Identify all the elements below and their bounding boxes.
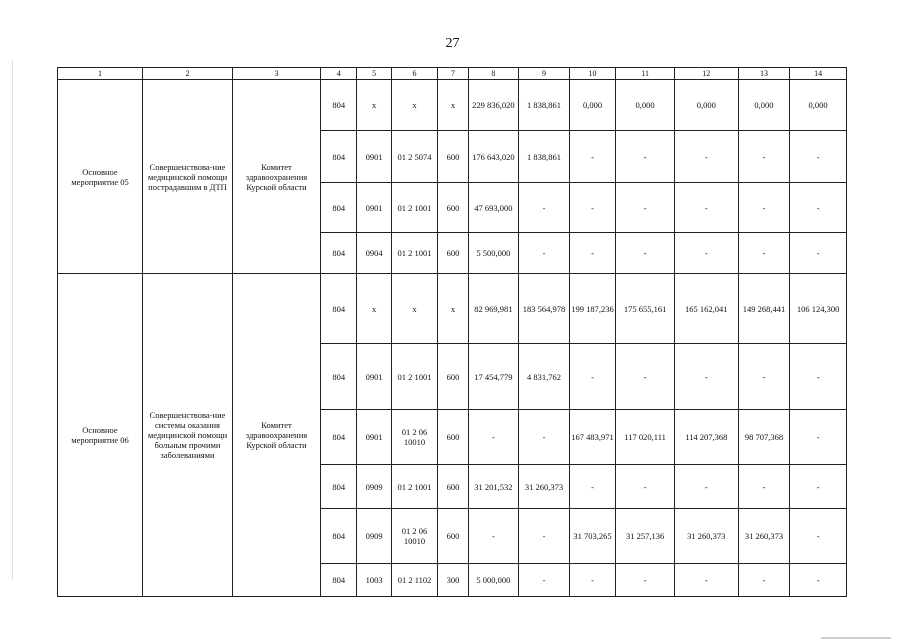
table-cell: 0,000 bbox=[790, 80, 847, 131]
table-cell: x bbox=[438, 274, 468, 344]
table-cell: - bbox=[569, 131, 616, 183]
table-cell: - bbox=[674, 344, 738, 410]
table-cell: 600 bbox=[438, 509, 468, 564]
table-cell: - bbox=[738, 564, 790, 597]
table-cell: - bbox=[790, 131, 847, 183]
table-cell: - bbox=[519, 509, 570, 564]
table-cell: - bbox=[790, 183, 847, 233]
table-cell: 01 2 1001 bbox=[391, 233, 438, 274]
table-cell: - bbox=[738, 131, 790, 183]
column-number: 14 bbox=[790, 68, 847, 80]
table-cell: 149 268,441 bbox=[738, 274, 790, 344]
table-cell: 0901 bbox=[357, 131, 391, 183]
table-cell: 300 bbox=[438, 564, 468, 597]
table-cell: - bbox=[790, 564, 847, 597]
measure-name-cell: Основное мероприятие 05 bbox=[58, 80, 143, 274]
table-cell: 17 454,779 bbox=[468, 344, 519, 410]
table-cell: 117 020,111 bbox=[616, 410, 675, 465]
column-number: 11 bbox=[616, 68, 675, 80]
table-cell: - bbox=[569, 183, 616, 233]
table-cell: 1 838,861 bbox=[519, 80, 570, 131]
table-cell: 804 bbox=[320, 274, 356, 344]
table-cell: x bbox=[357, 274, 391, 344]
table-cell: 31 260,373 bbox=[519, 465, 570, 509]
table-cell: 0901 bbox=[357, 410, 391, 465]
table-cell: 804 bbox=[320, 233, 356, 274]
table-cell: - bbox=[519, 410, 570, 465]
table-cell: 106 124,300 bbox=[790, 274, 847, 344]
table-cell: 01 2 06 10010 bbox=[391, 509, 438, 564]
table-cell: 82 969,981 bbox=[468, 274, 519, 344]
table-cell: 804 bbox=[320, 80, 356, 131]
column-number: 5 bbox=[357, 68, 391, 80]
column-number: 13 bbox=[738, 68, 790, 80]
table-cell: - bbox=[569, 233, 616, 274]
table-cell: 01 2 1001 bbox=[391, 344, 438, 410]
table-cell: x bbox=[391, 80, 438, 131]
page-number: 27 bbox=[445, 36, 460, 51]
table-cell: - bbox=[674, 183, 738, 233]
table-cell: - bbox=[519, 233, 570, 274]
table-cell: x bbox=[357, 80, 391, 131]
table-cell: - bbox=[569, 344, 616, 410]
table-cell: - bbox=[738, 183, 790, 233]
table-cell: - bbox=[674, 131, 738, 183]
table-cell: 804 bbox=[320, 131, 356, 183]
measure-title-cell: Совершенствова-ние медицинской помощи пострадавшим в ДТП bbox=[142, 80, 232, 274]
table-cell: 01 2 1001 bbox=[391, 183, 438, 233]
table-row bbox=[58, 80, 847, 131]
table-cell: 0904 bbox=[357, 233, 391, 274]
table-cell: 804 bbox=[320, 564, 356, 597]
table-cell: - bbox=[616, 233, 675, 274]
column-number: 3 bbox=[232, 68, 320, 80]
table-cell: - bbox=[790, 233, 847, 274]
table-cell: 31 260,373 bbox=[674, 509, 738, 564]
table-cell: 31 257,136 bbox=[616, 509, 675, 564]
table-cell: 1003 bbox=[357, 564, 391, 597]
table-cell: 167 483,971 bbox=[569, 410, 616, 465]
table-cell: 47 693,000 bbox=[468, 183, 519, 233]
table-cell: 804 bbox=[320, 465, 356, 509]
table-cell: - bbox=[738, 344, 790, 410]
table-cell: 183 564,978 bbox=[519, 274, 570, 344]
table-cell: 0,000 bbox=[738, 80, 790, 131]
table-cell: - bbox=[616, 131, 675, 183]
table-cell: - bbox=[519, 564, 570, 597]
table-cell: 31 703,265 bbox=[569, 509, 616, 564]
table-cell: - bbox=[616, 564, 675, 597]
table-cell: - bbox=[738, 233, 790, 274]
column-number: 1 bbox=[58, 68, 143, 80]
table-cell: - bbox=[674, 564, 738, 597]
column-number: 4 bbox=[320, 68, 356, 80]
table-cell: 600 bbox=[438, 183, 468, 233]
table-cell: - bbox=[616, 183, 675, 233]
measure-title-cell: Совершенствова-ние системы оказания медицинской помощи больным прочими заболеваниями bbox=[142, 274, 232, 597]
table-row bbox=[58, 274, 847, 344]
table-cell: 01 2 1102 bbox=[391, 564, 438, 597]
table-cell: 600 bbox=[438, 344, 468, 410]
table-cell: - bbox=[790, 410, 847, 465]
column-number: 9 bbox=[519, 68, 570, 80]
table-cell: 165 162,041 bbox=[674, 274, 738, 344]
executor-cell: Комитет здравоохранения Курской области bbox=[232, 274, 320, 597]
table-cell: 5 000,000 bbox=[468, 564, 519, 597]
table-cell: 804 bbox=[320, 509, 356, 564]
table-cell: 1 838,861 bbox=[519, 131, 570, 183]
budget-table bbox=[57, 67, 847, 597]
column-number: 10 bbox=[569, 68, 616, 80]
table-cell: - bbox=[468, 509, 519, 564]
table-cell: 804 bbox=[320, 183, 356, 233]
table-cell: 600 bbox=[438, 465, 468, 509]
table-cell: 0,000 bbox=[569, 80, 616, 131]
scan-artifact bbox=[821, 637, 891, 639]
column-number: 12 bbox=[674, 68, 738, 80]
table-cell: - bbox=[790, 509, 847, 564]
table-cell: 0909 bbox=[357, 465, 391, 509]
table-cell: 229 836,020 bbox=[468, 80, 519, 131]
table-cell: 01 2 5074 bbox=[391, 131, 438, 183]
column-number: 8 bbox=[468, 68, 519, 80]
table-cell: 600 bbox=[438, 233, 468, 274]
measure-name-cell: Основное мероприятие 06 bbox=[58, 274, 143, 597]
table-cell: 4 831,762 bbox=[519, 344, 570, 410]
scan-edge bbox=[12, 60, 13, 580]
column-number: 6 bbox=[391, 68, 438, 80]
table-cell: - bbox=[790, 344, 847, 410]
table-cell: x bbox=[438, 80, 468, 131]
table-cell: 0,000 bbox=[674, 80, 738, 131]
table-cell: - bbox=[519, 183, 570, 233]
table-cell: 98 707,368 bbox=[738, 410, 790, 465]
table-cell: - bbox=[468, 410, 519, 465]
executor-cell: Комитет здравоохранения Курской области bbox=[232, 80, 320, 274]
table-cell: 0909 bbox=[357, 509, 391, 564]
table-cell: 31 201,532 bbox=[468, 465, 519, 509]
table-cell: 0901 bbox=[357, 344, 391, 410]
column-number-row bbox=[58, 68, 847, 80]
table-cell: 01 2 06 10010 bbox=[391, 410, 438, 465]
column-number: 2 bbox=[142, 68, 232, 80]
table-cell: 600 bbox=[438, 410, 468, 465]
table-cell: x bbox=[391, 274, 438, 344]
table-cell: - bbox=[569, 564, 616, 597]
table-cell: 5 500,000 bbox=[468, 233, 519, 274]
table-cell: - bbox=[674, 465, 738, 509]
table-cell: - bbox=[616, 465, 675, 509]
table-cell: 114 207,368 bbox=[674, 410, 738, 465]
table-cell: 0901 bbox=[357, 183, 391, 233]
table-cell: - bbox=[790, 465, 847, 509]
table-cell: 804 bbox=[320, 410, 356, 465]
table-cell: - bbox=[738, 465, 790, 509]
table-cell: 31 260,373 bbox=[738, 509, 790, 564]
column-number: 7 bbox=[438, 68, 468, 80]
table-cell: - bbox=[674, 233, 738, 274]
table-cell: 199 187,236 bbox=[569, 274, 616, 344]
table-cell: 175 655,161 bbox=[616, 274, 675, 344]
table-cell: 176 643,020 bbox=[468, 131, 519, 183]
table-cell: - bbox=[569, 465, 616, 509]
table-cell: - bbox=[616, 344, 675, 410]
table-cell: 804 bbox=[320, 344, 356, 410]
table-cell: 0,000 bbox=[616, 80, 675, 131]
table-cell: 600 bbox=[438, 131, 468, 183]
table-cell: 01 2 1001 bbox=[391, 465, 438, 509]
